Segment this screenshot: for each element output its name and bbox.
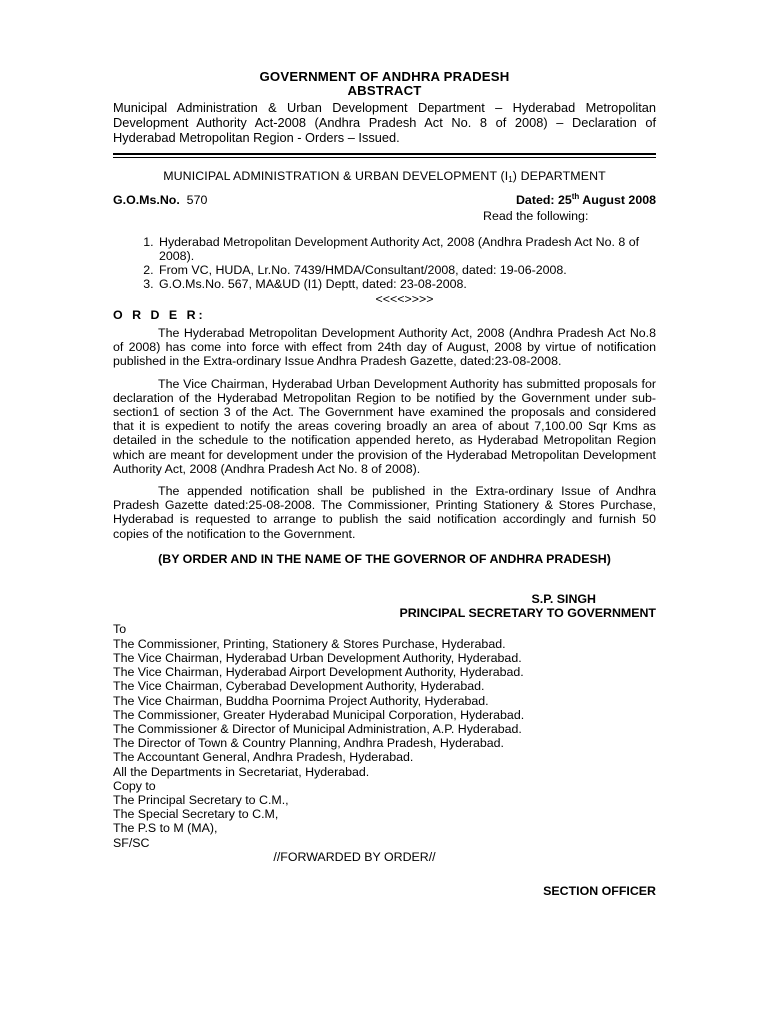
addressee-line: The Vice Chairman, Cyberabad Development Authority, Hyderabad. — [113, 679, 485, 694]
forwarded-by-order: //FORWARDED BY ORDER// — [273, 849, 436, 864]
go-number-row — [113, 193, 656, 209]
reference-item: 1. Hyderabad Metropolitan Development Authority Act, 2008 (Andhra Pradesh Act No. 8 of 2008). — [157, 235, 656, 263]
go-date-suffix: August 2008 — [579, 192, 656, 207]
addressee-list — [113, 622, 656, 849]
addressee-line: The Vice Chairman, Hyderabad Airport Development Authority, Hyderabad. — [113, 665, 524, 680]
separator-mark: <<<<>>>> — [375, 291, 434, 306]
department-subscript: 1 — [508, 175, 513, 185]
addressee-line: The P.S to M (MA), — [113, 821, 218, 836]
addressee-line: The Vice Chairman, Hyderabad Urban Development Authority, Hyderabad. — [113, 650, 522, 665]
order-paragraph: The Hyderabad Metropolitan Development Authority Act, 2008 (Andhra Pradesh Act No.8 of 2008) has come into force with effect from 24th day of August, 2008 by virtue of notification published in the Extra-ordinary Issue Andhra Pradesh Gazette, dated:23-08-2008. — [113, 326, 656, 369]
go-number — [113, 193, 207, 207]
go-label: G.O.Ms.No. — [113, 192, 180, 207]
go-number-value: 570 — [186, 192, 208, 207]
addressee-line: The Commissioner, Printing, Stationery & Stores Purchase, Hyderabad. — [113, 636, 506, 651]
addressee-line: All the Departments in Secretariat, Hyderabad. — [113, 764, 370, 779]
document-page — [113, 70, 656, 898]
signatory-name: S.P. SINGH — [531, 592, 596, 607]
addressee-line: SF/SC — [113, 835, 150, 850]
department-line — [113, 169, 656, 183]
addressee-line: To — [113, 622, 127, 637]
government-heading: GOVERNMENT OF ANDHRA PRADESH — [259, 69, 510, 84]
header-rule-thin — [113, 157, 656, 158]
order-title: O R D E R: — [113, 307, 206, 322]
reference-item: 3. G.O.Ms.No. 567, MA&UD (I1) Deptt, dated: 23-08-2008. — [157, 277, 656, 291]
addressee-line: The Vice Chairman, Buddha Poornima Project Authority, Hyderabad. — [113, 693, 489, 708]
addressee-line: The Special Secretary to C.M, — [113, 807, 279, 822]
reference-list — [113, 235, 656, 292]
order-paragraph: The Vice Chairman, Hyderabad Urban Development Authority has submitted proposals for declaration of the Hyderabad Metropolitan Region to be notified by the Government under sub-section1 of section 3 of the Act. The Government have examined the proposals and considered that it is expedient to notify the areas covering broadly an area of about 7,100.00 Sqr Kms as detailed in the schedule to the notification appended hereto, as Hyderabad Metropolitan Region which are meant for development under the provision of the Hyderabad Metropolitan Development Authority Act, 2008 (Andhra Pradesh Act No. 8 of 2008). — [113, 376, 656, 476]
header-rule-thick — [113, 153, 656, 155]
reference-item: 2. From VC, HUDA, Lr.No. 7439/HMDA/Consultant/2008, dated: 19-06-2008. — [157, 263, 656, 277]
go-date-sup: th — [571, 191, 580, 201]
addressee-line: The Commissioner, Greater Hyderabad Municipal Corporation, Hyderabad. — [113, 707, 525, 722]
go-date-prefix: Dated: 25 — [515, 192, 572, 207]
read-following: Read the following: — [483, 208, 589, 223]
addressee-line: The Accountant General, Andhra Pradesh, Hyderabad. — [113, 750, 414, 765]
go-date — [516, 193, 656, 207]
addressee-line: The Commissioner & Director of Municipal Administration, A.P. Hyderabad. — [113, 721, 522, 736]
signatory-designation: PRINCIPAL SECRETARY TO GOVERNMENT — [399, 606, 656, 621]
order-paragraph: The appended notification shall be published in the Extra-ordinary Issue of Andhra Pradesh Gazette dated:25-08-2008. The Commissioner, Printing Stationery & Stores Purchase, Hyderabad is requested to arrange to publish the said notification accordingly and furnish 50 copies of the notification to the Government. — [113, 484, 656, 541]
governor-line: (BY ORDER AND IN THE NAME OF THE GOVERNOR OF ANDHRA PRADESH) — [158, 551, 611, 566]
addressee-line: Copy to — [113, 778, 156, 793]
department-prefix: MUNICIPAL ADMINISTRATION & URBAN DEVELOPMENT (I — [163, 169, 509, 184]
subject-text: Municipal Administration & Urban Development Department – Hyderabad Metropolitan Development Authority Act-2008 (Andhra Pradesh Act No. 8 of 2008) – Declaration of Hyderabad Metropolitan Region - Orders – Issued. — [113, 100, 656, 146]
addressee-line: The Director of Town & Country Planning, Andhra Pradesh, Hyderabad. — [113, 736, 504, 751]
department-suffix: ) DEPARTMENT — [512, 169, 606, 184]
section-officer: SECTION OFFICER — [543, 883, 656, 898]
abstract-heading: ABSTRACT — [347, 83, 422, 99]
addressee-line: The Principal Secretary to C.M., — [113, 792, 289, 807]
